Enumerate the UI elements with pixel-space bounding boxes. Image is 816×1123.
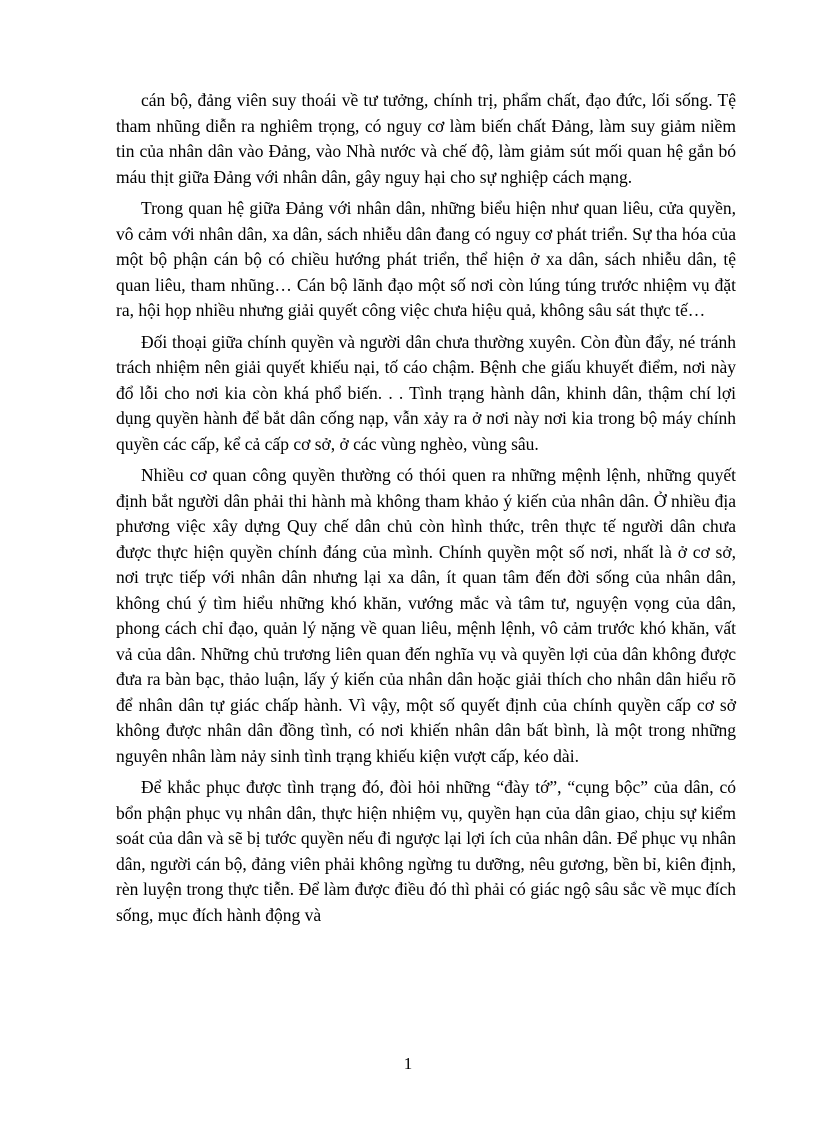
paragraph-1: cán bộ, đảng viên suy thoái về tư tưởng, chính trị, phẩm chất, đạo đức, lối sống. Tệ tham nhũng diễn ra nghiêm trọng, có nguy cơ làm biến chất Đảng, làm suy giảm niềm tin của nhân dân vào Đảng, vào Nhà nước và chế độ, làm giảm sút mối quan hệ gắn bó máu thịt giữa Đảng với nhân dân, gây nguy hại cho sự nghiệp cách mạng. bbox=[116, 90, 736, 187]
document-page bbox=[116, 88, 736, 934]
page-number: 1 bbox=[403, 1054, 413, 1073]
paragraph-3: Đối thoại giữa chính quyền và người dân chưa thường xuyên. Còn đùn đẩy, né tránh trách nhiệm nên giải quyết khiếu nại, tố cáo chậm. Bệnh che giấu khuyết điểm, nơi này đổ lỗi cho nơi kia còn khá phổ biến. . . Tình trạng hành dân, khinh dân, thậm chí lợi dụng quyền hành để bắt dân cống nạp, vẫn xảy ra ở nơi này nơi kia trong bộ máy chính quyền các cấp, kể cả cấp cơ sở, ở các vùng nghèo, vùng sâu. bbox=[116, 331, 736, 454]
paragraph-5: Để khắc phục được tình trạng đó, đòi hỏi những “đày tớ”, “cụng bộc” của dân, có bổn phận phục vụ nhân dân, thực hiện nhiệm vụ, quyền hạn của dân giao, chịu sự kiểm soát của dân và sẽ bị tước quyền nếu đi ngược lại lợi ích của nhân dân. Để phục vụ nhân dân, người cán bộ, đảng viên phải không ngừng tu dưỡng, nêu gương, bền bỉ, kiên định, rèn luyện trong thực tiễn. Để làm được điều đó thì phải có giác ngộ sâu sắc về mục đích sống, mục đích hành động và bbox=[116, 777, 736, 925]
paragraph-4: Nhiều cơ quan công quyền thường có thói quen ra những mệnh lệnh, những quyết định bắt người dân phải thi hành mà không tham khảo ý kiến của nhân dân. Ở nhiều địa phương việc xây dựng Quy chế dân chủ còn hình thức, trên thực tế người dân chưa được thực hiện quyền chính đáng của mình. Chính quyền một số nơi, nhất là ở cơ sở, nơi trực tiếp với nhân dân nhưng lại xa dân, ít quan tâm đến đời sống của nhân dân, không chú ý tìm hiểu những khó khăn, vướng mắc và tâm tư, nguyện vọng của dân, phong cách chỉ đạo, quản lý nặng về quan liêu, mệnh lệnh, vô cảm trước khó khăn, vất vả của dân. Những chủ trương liên quan đến nghĩa vụ và quyền lợi của dân không được đưa ra bàn bạc, thảo luận, lấy ý kiến của nhân dân hoặc giải thích cho nhân dân hiểu rõ để nhân dân tự giác chấp hành. Vì vậy, một số quyết định của chính quyền cấp cơ sở không được nhân dân đồng tình, có nơi khiến nhân dân bất bình, là một trong những nguyên nhân làm nảy sinh tình trạng khiếu kiện vượt cấp, kéo dài. bbox=[116, 465, 736, 766]
paragraph-2: Trong quan hệ giữa Đảng với nhân dân, những biểu hiện như quan liêu, cửa quyền, vô cảm với nhân dân, xa dân, sách nhiễu dân đang có nguy cơ phát triển. Sự tha hóa của một bộ phận cán bộ có chiều hướng phát triển, thể hiện ở xa dân, sách nhiễu dân, tệ quan liêu, tham nhũng… Cán bộ lãnh đạo một số nơi còn lúng túng trước nhiệm vụ đặt ra, hội họp nhiều nhưng giải quyết công việc chưa hiệu quả, không sâu sát thực tế… bbox=[116, 198, 736, 320]
